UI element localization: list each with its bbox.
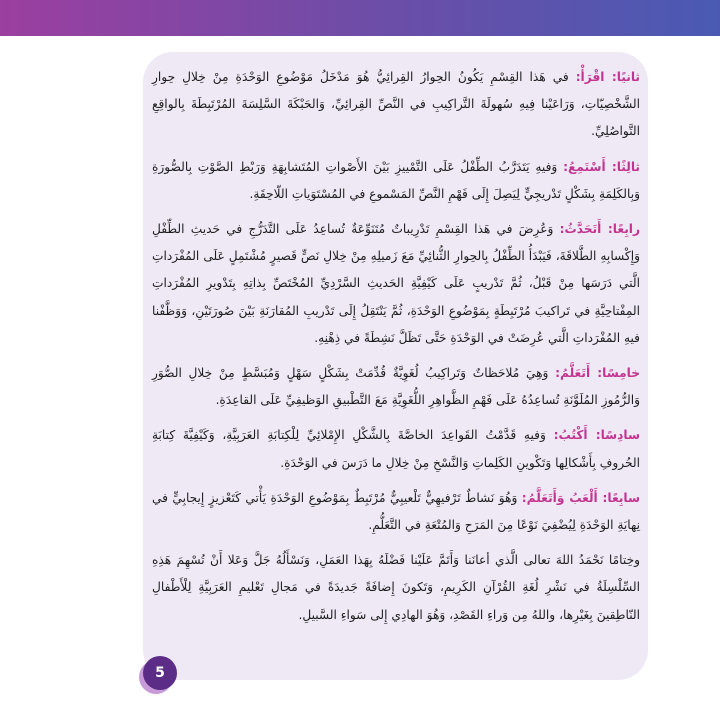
section-label: سابِعًا: أَلْعَبُ وَأَتَعَلَّمُ: [521,490,640,505]
section-label: ثالِثًا: أَسْتَمِعُ: [563,159,640,174]
page-number-badge: 5 [143,656,177,690]
header-gradient-bar [0,0,720,36]
paragraph-write [152,422,640,476]
paragraph-read [152,64,640,146]
section-label: سادِسًا: أَكْتُبُ: [553,428,640,443]
section-text: وَعُرِضَ في هَذا القِسْمِ تَدْرِيباتٌ مُتَنَوِّعَةٌ تُساعِدُ عَلَى التَّدَرُّجِ في حَديثِ الطِّفْلِ وَإِكْسابِهِ الطَّلاقَةَ، فَيَبْدَأُ الطِّفْلُ بِالحِوارِ الثُّنائِيِّ مَعَ زَميلِهِ مِنْ خِلالِ نَصٍّ قَصيرٍ مُشْتَمِلٍ عَلَى المُفْرَداتِ الَّتي دَرَسَها مِنْ قَبْلُ، ثُمَّ تَدْريبٍ عَلَى كَيْفِيَّةِ الحَديثِ السَّرْدِيِّ المُخْتَصِّ بِذاتِهِ بِتَدْويرِ المُفْرَداتِ المِفْتاحِيَّةِ في تَراكيبَ مُرْتَبِطَةٍ بِمَوْضُوعِ الوَحْدَةِ، ثُمَّ يَنْتَقِلُ إِلَى تَدْريبِ المُقارَنَةِ بَيْنَ صُورَتَيْنِ، وَوَظَّفْنا فيهِ المُفْرَداتِ الَّتي عُرِضَتْ في الوَحْدَةِ حَتَّى تَظَلَّ نَشِطَةً في ذِهْنِهِ. [152,222,640,345]
paragraph-play [152,485,640,539]
section-label: رابِعًا: أَتَحَدَّثُ: [559,222,640,237]
section-label: خامِسًا: أَتَعَلَّمُ: [555,366,641,381]
paragraph-listen [152,154,640,208]
section-text: وَهُوَ نَشاطٌ تَرْفيهِيٌّ تَلْعيبِيٌّ مُرْتَبِطٌ بِمَوْضُوعِ الوَحْدَةِ يَأْتي كَتَعْزيزٍ إِيجابِيٍّ في نِهايَةِ الوَحْدَةِ لِيُضْفِيَ نَوْعًا مِنَ المَرَحِ وَالمُتْعَةِ في التَّعَلُّمِ. [152,490,640,533]
document-body [152,64,640,664]
section-text: وخِتامًا نَحْمَدُ اللهَ تعالى الَّذي أعانَنا وَأَتَمَّ عَلَيْنا فَضْلَهُ بِهَذا العَمَلِ، وَنَسْأَلُهُ جَلَّ وَعَلا أَنْ تُسْهِمَ هَذِهِ السِّلْسِلَةُ في نَشْرِ لُغَةِ القُرْآنِ الكَرِيمِ، وَتَكونَ إِضافَةً جَديدَةً في مَجالِ تَعْليمِ العَرَبِيَّةِ لِلْأَطْفالِ النّاطِقينَ بِغَيْرِها، واللهُ مِن وَراءِ القَصْدِ، وَهُوَ الهادِي إِلى سَواءِ السَّبيلِ. [152,553,640,622]
section-label: ثانيًا: اقْرَأْ: [575,70,640,84]
section-text: وَفيهِ يَتَدَرَّبُ الطِّفْلُ عَلَى التَّمْييزِ بَيْنَ الأَصْواتِ المُتَشابِهَةِ وَرَبْطِ الصَّوْتِ بِالصُّورَةِ وَبِالكَلِمَةِ بِشَكْلٍ تَدْريجِيٍّ لِيَصِلَ إِلَى فَهْمِ النَّصِّ المَسْموعِ في المُسْتَوَياتِ اللّاحِقَةِ. [152,159,640,201]
paragraph-closing [152,547,640,629]
section-text: وَهِيَ مُلاحَظاتٌ وَتَراكِيبُ لُغَوِيَّةٌ قُدِّمَتْ بِشَكْلٍ سَهْلٍ وَمُبَسَّطٍ مِنْ خِلالِ الصُّوَرِ وَالرُّمُوزِ المُلَوَّنَةِ تُساعِدُهُ عَلَى فَهْمِ الظَّواهِرِ اللُّغَوِيَّةِ مَعَ التَّطْبيقِ الوَظيفِيِّ عَلَى القاعِدَةِ. [152,366,640,408]
section-text: وَفيهِ قَدَّمْتُ القَواعِدَ الخاصَّةَ بِالشَّكْلِ الإِمْلائِيِّ لِلْكِتابَةِ العَرَبِيَّةِ، وَكَيْفِيَّةَ كِتابَةِ الحُروفِ بِأَشْكالِها وَتَكْوينِ الكَلِماتِ وَالنَّسْخِ مِنْ خِلالِ ما دَرَسَ في الوَحْدَةِ. [152,428,640,470]
section-text: في هَذا القِسْمِ يَكُونُ الحِوارُ القِرائِيُّ هُوَ مَدْخَلُ مَوْضُوعِ الوَحْدَةِ مِنْ خِلالِ حِوارِ الشَّخْصِيّاتِ، وَرَاعَيْنا فِيهِ سُهولَةَ التَّراكِيبِ في النَّصِّ القِرائِيِّ، وَالحَبْكَةَ السَّلِسَةَ المُرْتَبِطَةَ بِالواقِعِ التَّواصُلِيِّ. [152,70,640,139]
paragraph-learn [152,360,640,414]
paragraph-speak [152,216,640,352]
